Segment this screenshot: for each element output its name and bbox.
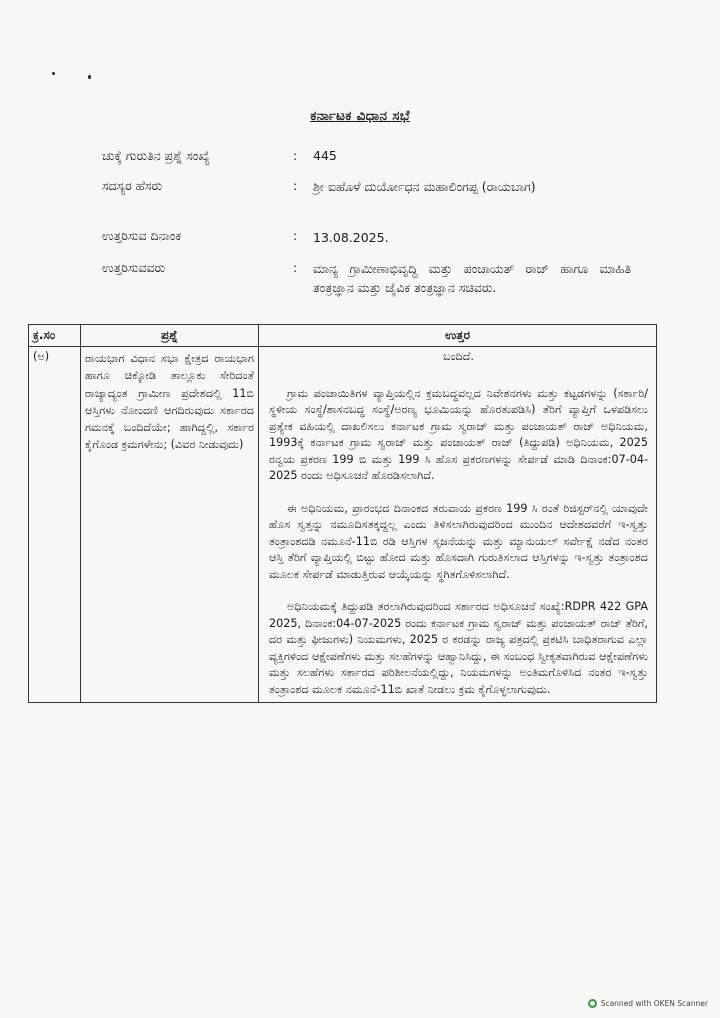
meta-value-member-name: ಶ್ರೀ ಐಹೊಳೆ ದುರ್ಯೋಧನ ಮಹಾಲಿಂಗಪ್ಪ (ರಾಯಬಾಗ): [313, 179, 536, 194]
row-answer: [259, 347, 657, 703]
header-serial: ಕ್ರ.ಸಂ: [29, 325, 81, 347]
table-row: [29, 347, 657, 703]
scanner-icon: [588, 999, 597, 1008]
scanner-badge: [588, 999, 708, 1008]
meta-value-question-number: 445: [313, 148, 337, 163]
scan-speck: [52, 72, 55, 75]
meta-value-answered-by: ಮಾನ್ಯ ಗ್ರಾಮೀಣಾಭಿವೃದ್ಧಿ ಮತ್ತು ಪಂಚಾಯತ್ ರಾಜ್ ಹಾಗೂ ಮಾಹಿತಿ ತಂತ್ರಜ್ಞಾನ ಮತ್ತು ಜೈವಿಕ ತಂತ್ರಜ್ಞಾನ ಸಚಿವರು.: [313, 261, 631, 295]
meta-colon: :: [293, 260, 298, 275]
header-question: ಪ್ರಶ್ನೆ: [81, 325, 259, 347]
meta-colon: :: [293, 178, 298, 193]
table-header-row: [29, 325, 657, 347]
meta-label-question-number: ಚುಕ್ಕೆ ಗುರುತಿನ ಪ್ರಶ್ನೆ ಸಂಖ್ಯೆ: [102, 148, 210, 163]
meta-colon: :: [293, 228, 298, 243]
answer-paragraph: ಬಂದಿದೆ.: [443, 350, 474, 363]
meta-label-member-name: ಸದಸ್ಯರ ಹೆಸರು: [102, 178, 163, 193]
answer-paragraph: ಈ ಅಧಿನಿಯಮ, ಪ್ರಾರಂಭದ ದಿನಾಂಕದ ತರುವಾಯ ಪ್ರಕರಣ 199 ಸಿ ರಂತೆ ರಿಜಿಸ್ಟರ್‌ನಲ್ಲಿ ಯಾವುದೇ ಹೊಸ ಸ್ವತ್ತನ್ನು ನಮೂದಿಸತಕ್ಕದ್ದಲ್ಲ ಎಂದು ತಿಳಿಸಲಾಗಿರುವುದರಿಂದ ಮುಂದಿನ ಆದೇಶದವರೆಗೆ ಇ-ಸ್ವತ್ತು ತಂತ್ರಾಂಶದಡಿ ನಮೂನೆ-11ಬಿ ರಡಿ ಆಸ್ತಿಗಳ ಸೃಜನೆಯನ್ನು ಮತ್ತು ಮ್ಯಾನುಯಲ್ ಸರ್ವೇಕ್ಷೆ ನಡೆದ ನಂತರ ಆಸ್ತಿ ತೆರಿಗೆ ವ್ಯಾಪ್ತಿಯಲ್ಲಿ ಬಿಟ್ಟು ಹೋದ ಮತ್ತು ಹೊಸದಾಗಿ ಗುರುತಿಸಲಾದ ಆಸ್ತಿಗಳನ್ನು ಇ-ಸ್ವತ್ತು ತಂತ್ರಾಂಶದ ಮೂಲಕ ಸೇರ್ಪಡೆ ಮಾಡುತ್ತಿರುವ ಆಯ್ಕೆಯನ್ನು ಸ್ಥಗಿತಗೊಳಿಸಲಾಗಿದೆ.: [269, 501, 648, 581]
document-title: ಕರ್ನಾಟಕ ವಿಧಾನ ಸಭೆ: [310, 108, 410, 124]
meta-value-answer-date: 13.08.2025.: [313, 230, 389, 245]
meta-label-answered-by: ಉತ್ತರಿಸುವವರು: [102, 260, 166, 275]
scanner-text: Scanned with OKEN Scanner: [600, 999, 708, 1008]
scan-speck: [88, 75, 91, 79]
answer-paragraph: ಗ್ರಾಮ ಪಂಚಾಯಿತಿಗಳ ವ್ಯಾಪ್ತಿಯಲ್ಲಿನ ಕ್ರಮಬದ್ಧವಲ್ಲದ ನಿವೇಶನಗಳು ಮತ್ತು ಕಟ್ಟಡಗಳನ್ನು (ಸರ್ಕಾರಿ/ಸ್ಥಳೀಯ ಸಂಸ್ಥೆ/ಶಾಸನಬದ್ಧ ಸಂಸ್ಥೆ/ಅರಣ್ಯ ಭೂಮಿಯನ್ನು ಹೊರತುಪಡಿಸಿ) ತೆರಿಗೆ ವ್ಯಾಪ್ತಿಗೆ ಒಳಪಡಿಸಲು ಪ್ರತ್ಯೇಕ ವಹಿಯಲ್ಲಿ ದಾಖಲಿಸಲು ಕರ್ನಾಟಕ ಗ್ರಾಮ ಸ್ವರಾಜ್ ಮತ್ತು ಪಂಚಾಯತ್ ರಾಜ್ ಅಧಿನಿಯಮ, 1993ಕ್ಕೆ ಕರ್ನಾಟಕ ಗ್ರಾಮ ಸ್ವರಾಜ್ ಮತ್ತು ಪಂಚಾಯತ್ ರಾಜ್ (ತಿದ್ದುಪಡಿ) ಅಧಿನಿಯಮ, 2025 ರನ್ವಯ ಪ್ರಕರಣ 199 ಬಿ ಮತ್ತು 199 ಸಿ ಹೊಸ ಪ್ರಕರಣಗಳನ್ನು ಸೇರ್ಪಡೆ ಮಾಡಿ ದಿನಾಂಕ:07-04-2025 ರಂದು ಅಧಿಸೂಚನೆ ಹೊರಡಿಸಲಾಗಿದೆ.: [269, 386, 648, 482]
question-answer-table: [28, 324, 657, 703]
answer-paragraph: ಅಧಿನಿಯಮಕ್ಕೆ ತಿದ್ದುಪಡಿ ತರಲಾಗಿರುವುದರಿಂದ ಸರ್ಕಾರದ ಅಧಿಸೂಚನೆ ಸಂಖ್ಯೆ:RDPR 422 GPA 2025, ದಿನಾಂಕ:04-07-2025 ರಂದು ಕರ್ನಾಟಕ ಗ್ರಾಮ ಸ್ವರಾಜ್ ಮತ್ತು ಪಂಚಾಯತ್ ರಾಜ್ ತೆರಿಗೆ, ದರ ಮತ್ತು ಫೀಜುಗಳು) ನಿಯಮಗಳು, 2025 ರ ಕರಡನ್ನು ರಾಜ್ಯ ಪತ್ರದಲ್ಲಿ ಪ್ರಕಟಿಸಿ ಬಾಧಿತರಾಗುವ ಎಲ್ಲಾ ವ್ಯಕ್ತಿಗಳಿಂದ ಆಕ್ಷೇಪಣೆಗಳು ಮತ್ತು ಸಲಹೆಗಳನ್ನು ಆಹ್ವಾನಿಸಿದ್ದು, ಈ ಸಂಬಂಧ ಸ್ವೀಕೃತವಾಗಿರುವ ಆಕ್ಷೇಪಣೆಗಳು ಮತ್ತು ಸಲಹೆಗಳು ಸರ್ಕಾರದ ಪರಿಶೀಲನೆಯಲ್ಲಿದ್ದು, ನಿಯಮಗಳನ್ನು ಅಂತಿಮಗೊಳಿಸಿದ ನಂತರ ಇ-ಸ್ವತ್ತು ತಂತ್ರಾಂಶದ ಮೂಲಕ ನಮೂನೆ-11ಬಿ ಖಾತೆ ನೀಡಲು ಕ್ರಮ ಕೈಗೊಳ್ಳಲಾಗುವುದು.: [269, 600, 648, 696]
row-question: ರಾಯಭಾಗ ವಿಧಾನ ಸಭಾ ಕ್ಷೇತ್ರದ ರಾಯಭಾಗ ಹಾಗೂ ಚಿಕ್ಕೋಡಿ ತಾಲ್ಲೂಕು ಸೇರಿದಂತೆ ರಾಜ್ಯಾದ್ಯಂತ ಗ್ರಾಮೀಣ ಪ್ರದೇಶದಲ್ಲಿ 11ಬಿ ಆಸ್ತಿಗಳು ನೋಂದಣಿ ಆಗದಿರುವುದು ಸರ್ಕಾರದ ಗಮನಕ್ಕೆ ಬಂದಿದೆಯೇ; ಹಾಗಿದ್ದಲ್ಲಿ, ಸರ್ಕಾರ ಕೈಗೊಂಡ ಕ್ರಮಗಳೇನು; (ವಿವರ ನೀಡುವುದು): [81, 347, 259, 703]
meta-label-answer-date: ಉತ್ತರಿಸುವ ದಿನಾಂಕ: [102, 228, 182, 243]
row-serial: (ಅ): [29, 347, 81, 703]
header-answer: ಉತ್ತರ: [259, 325, 657, 347]
meta-colon: :: [293, 148, 298, 163]
